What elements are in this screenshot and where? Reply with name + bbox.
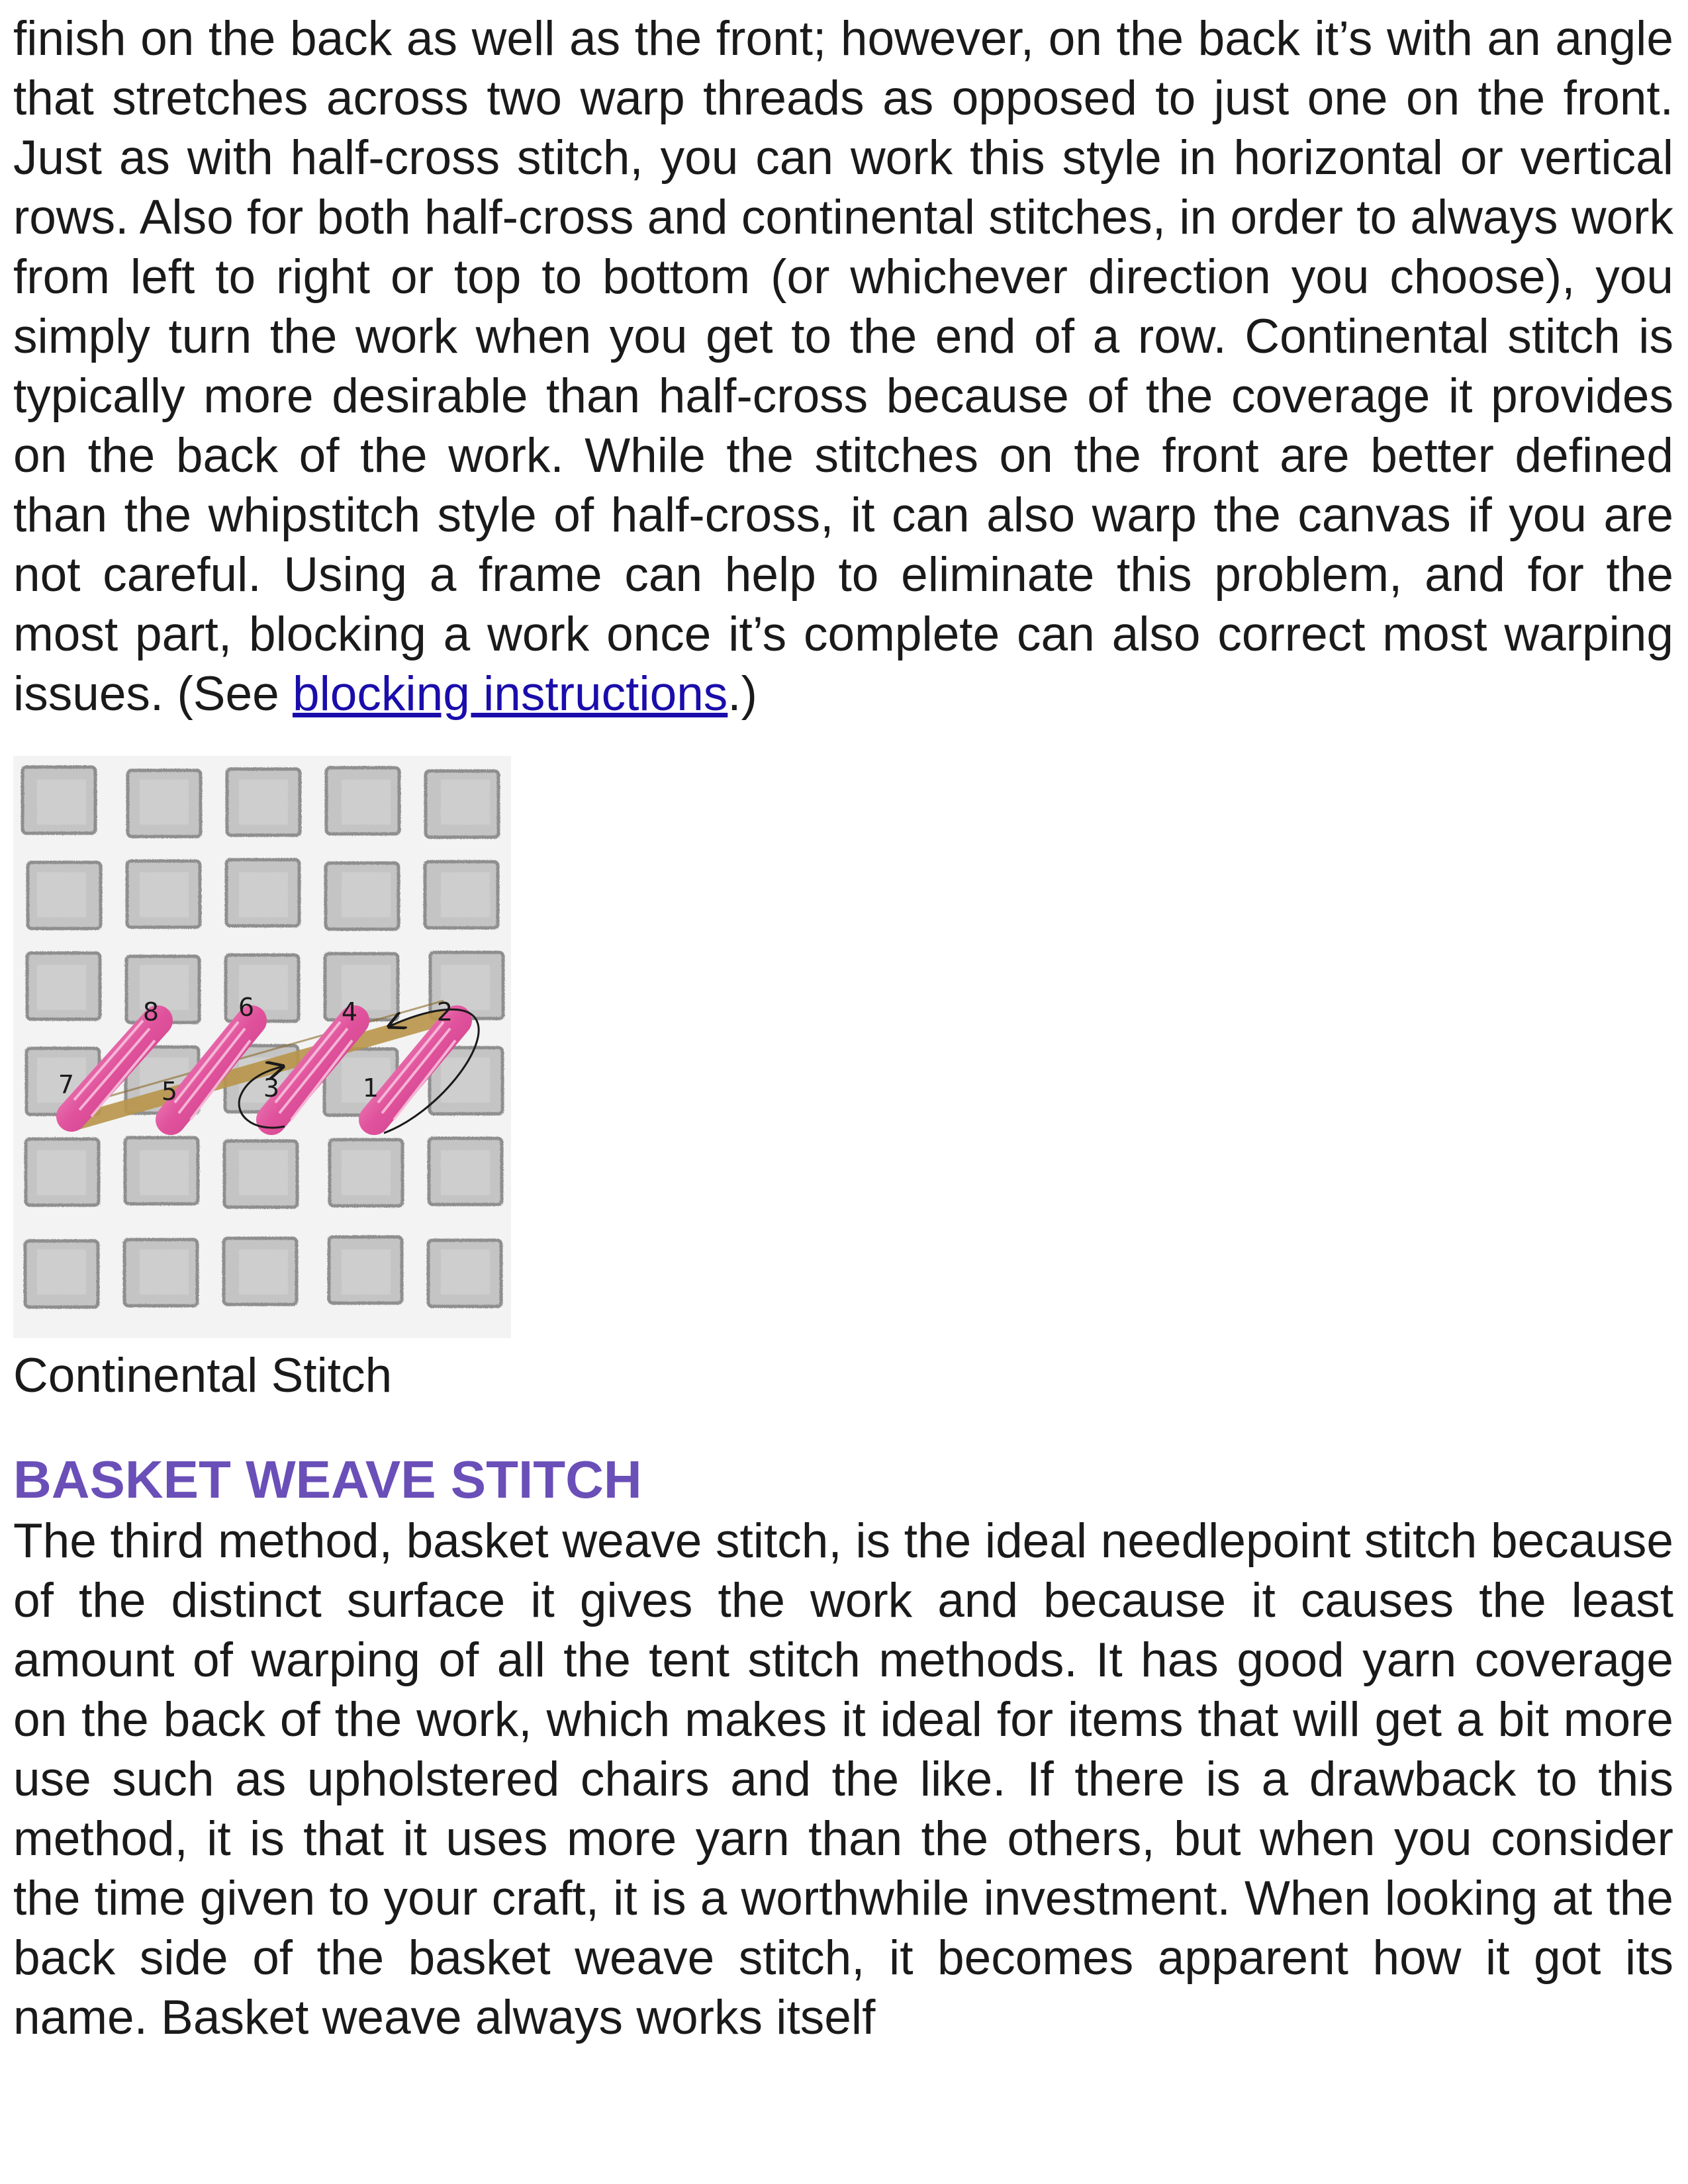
canvas-block-shading xyxy=(140,780,189,825)
canvas-block-shading xyxy=(37,1250,86,1295)
canvas-block-shading xyxy=(342,780,391,825)
stitch-number-1: 1 xyxy=(362,1073,379,1103)
canvas-block-shading xyxy=(37,780,86,825)
stitch-number-7: 7 xyxy=(58,1070,75,1099)
stitch-number-2: 2 xyxy=(436,997,453,1026)
stitch-number-4: 4 xyxy=(341,997,358,1026)
continental-stitch-diagram xyxy=(13,756,511,1338)
canvas-block-shading xyxy=(140,1250,189,1295)
body-paragraph-basket-weave: The third method, basket weave stitch, is the ideal needlepoint stitch because of the distinct surface it gives the work and because it causes the least amount of warping of all the tent stitch methods. It has good yarn coverage on the back of the work, which makes it ideal for items that will get a bit more use such as upholstered chairs and the like. If there is a drawback to this method, it is that it uses more yarn than the others, but when you consider the time given to your craft, it is a worthwhile investment. When looking at the back side of the basket weave stitch, it becomes apparent how it got its name. Basket weave always works itself xyxy=(13,1514,1673,2044)
canvas-block-shading xyxy=(37,965,86,1010)
paragraph-text-part-1: finish on the back as well as the front; however, on the back it’s with an angle that stretches across two warp threads as opposed to just one on the front. Just as with half-cross stitch, you can work this style in horizontal or vertical rows. Also for both half-cross and continental stitches, in order to always work from left to right or top to bottom (or whichever direction you choose), you simply turn the work when you get to the end of a row. Continental stitch is typically more desirable than half-cross because of the coverage it provides on the back of the work. While the stitches on the front are better defined than the whipstitch style of half-cross, it can also warp the canvas if you are not careful. Using a frame can help to eliminate this problem, and for the most part, blocking a work once it’s complete can also correct most warping issues. (See xyxy=(13,12,1673,721)
body-paragraph-continental xyxy=(13,9,1673,724)
paragraph-text-part-2: .) xyxy=(727,667,757,721)
section-heading: BASKET WEAVE STITCH xyxy=(13,1450,642,1509)
canvas-block-shading xyxy=(342,1250,391,1295)
canvas-block-shading xyxy=(239,1150,288,1195)
blocking-instructions-link[interactable]: blocking instructions xyxy=(292,667,728,721)
figure-caption: Continental Stitch xyxy=(13,1349,393,1402)
stitch-number-6: 6 xyxy=(238,993,255,1022)
canvas-block-shading xyxy=(239,1250,288,1295)
canvas-block-shading xyxy=(441,780,490,825)
document-page xyxy=(13,9,1673,2048)
stitch-number-3: 3 xyxy=(263,1073,280,1103)
continental-stitch-figure xyxy=(13,756,511,1338)
canvas-block-shading xyxy=(239,872,288,917)
stitch-number-5: 5 xyxy=(161,1077,178,1106)
canvas-block-shading xyxy=(342,872,391,917)
canvas-block-shading xyxy=(140,872,189,917)
canvas-block-shading xyxy=(140,1150,189,1195)
canvas-block-shading xyxy=(37,1150,86,1195)
canvas-block-shading xyxy=(441,1150,490,1195)
canvas-block-shading xyxy=(441,1250,490,1295)
canvas-block-shading xyxy=(239,780,288,825)
canvas-block-shading xyxy=(441,872,490,917)
stitch-number-8: 8 xyxy=(142,997,160,1026)
canvas-block-shading xyxy=(37,872,86,917)
canvas-block-shading xyxy=(342,1150,391,1195)
